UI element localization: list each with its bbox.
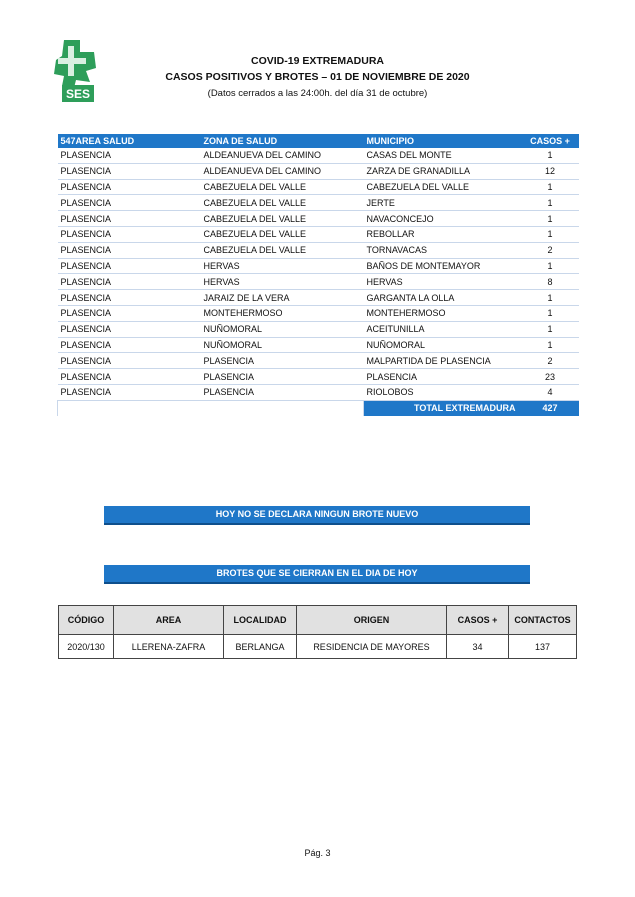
cell-casos: 8 — [522, 274, 579, 290]
cell-area-salud: PLASENCIA — [58, 321, 201, 337]
cell-zona-salud: PLASENCIA — [201, 353, 364, 369]
cell-casos: 4 — [522, 384, 579, 400]
col-codigo: CÓDIGO — [59, 606, 114, 635]
cell-municipio: MALPARTIDA DE PLASENCIA — [364, 353, 522, 369]
cell-casos: 2 — [522, 353, 579, 369]
cell-casos: 34 — [447, 635, 509, 659]
title-line-1: COVID-19 EXTREMADURA — [250, 55, 384, 67]
cell-zona-salud: PLASENCIA — [201, 369, 364, 385]
col-area: AREA — [114, 606, 224, 635]
cell-municipio: MONTEHERMOSO — [364, 305, 522, 321]
cell-casos: 1 — [522, 226, 579, 242]
cell-area-salud: PLASENCIA — [58, 179, 201, 195]
table-row — [58, 337, 579, 353]
cell-municipio: PLASENCIA — [364, 369, 522, 385]
cell-municipio: JERTE — [364, 195, 522, 211]
cell-zona-salud: PLASENCIA — [201, 384, 364, 400]
positive-cases-table — [57, 134, 579, 416]
cell-casos: 1 — [522, 211, 579, 227]
cell-municipio: CABEZUELA DEL VALLE — [364, 179, 522, 195]
table-row — [58, 148, 579, 163]
cell-casos: 1 — [522, 321, 579, 337]
cell-casos: 1 — [522, 290, 579, 306]
col-contactos: CONTACTOS — [509, 606, 577, 635]
col-localidad: LOCALIDAD — [224, 606, 297, 635]
cell-zona-salud: CABEZUELA DEL VALLE — [201, 211, 364, 227]
cell-zona-salud: HERVAS — [201, 274, 364, 290]
cell-area-salud: PLASENCIA — [58, 226, 201, 242]
cell-area-salud: PLASENCIA — [58, 211, 201, 227]
title-line-2: CASOS POSITIVOS Y BROTES – 01 DE NOVIEMBRE DE 2020 — [165, 71, 470, 83]
cell-casos: 1 — [522, 305, 579, 321]
subtitle-note: (Datos cerrados a las 24:00h. del día 31 de octubre) — [207, 88, 428, 99]
cell-municipio: ACEITUNILLA — [364, 321, 522, 337]
cell-zona-salud: CABEZUELA DEL VALLE — [201, 179, 364, 195]
cell-casos: 2 — [522, 242, 579, 258]
cell-municipio: REBOLLAR — [364, 226, 522, 242]
cell-zona-salud: NUÑOMORAL — [201, 321, 364, 337]
table-row — [58, 305, 579, 321]
col-municipio: MUNICIPIO — [364, 134, 522, 148]
cell-casos: 23 — [522, 369, 579, 385]
col-zona-salud: ZONA DE SALUD — [201, 134, 364, 148]
table-row — [58, 369, 579, 385]
total-spacer — [58, 400, 364, 415]
table-row — [58, 258, 579, 274]
col-area-salud: 547AREA SALUD — [58, 134, 201, 148]
cell-area: LLERENA-ZAFRA — [114, 635, 224, 659]
cell-area-salud: PLASENCIA — [58, 195, 201, 211]
cell-area-salud: PLASENCIA — [58, 274, 201, 290]
cell-municipio: HERVAS — [364, 274, 522, 290]
cell-area-salud: PLASENCIA — [58, 353, 201, 369]
cell-area-salud: PLASENCIA — [58, 242, 201, 258]
cell-casos: 1 — [522, 179, 579, 195]
total-row — [58, 400, 579, 415]
col-casos: CASOS + — [447, 606, 509, 635]
cell-area-salud: PLASENCIA — [58, 337, 201, 353]
cell-origen: RESIDENCIA DE MAYORES — [297, 635, 447, 659]
cell-municipio: NAVACONCEJO — [364, 211, 522, 227]
cell-municipio: CASAS DEL MONTE — [364, 148, 522, 163]
table-row — [58, 163, 579, 179]
cell-casos: 1 — [522, 148, 579, 163]
col-casos: CASOS + — [522, 134, 579, 148]
cell-casos: 1 — [522, 258, 579, 274]
cell-zona-salud: JARAIZ DE LA VERA — [201, 290, 364, 306]
table-row — [58, 195, 579, 211]
cell-zona-salud: MONTEHERMOSO — [201, 305, 364, 321]
brotes-header-row — [59, 606, 577, 635]
cell-zona-salud: ALDEANUEVA DEL CAMINO — [201, 163, 364, 179]
cell-area-salud: PLASENCIA — [58, 148, 201, 163]
cases-header-row — [58, 134, 579, 148]
total-label: TOTAL EXTREMADURA — [364, 400, 522, 415]
cell-area-salud: PLASENCIA — [58, 258, 201, 274]
total-value: 427 — [522, 400, 579, 415]
cell-area-salud: PLASENCIA — [58, 305, 201, 321]
closing-outbreaks-banner: BROTES QUE SE CIERRAN EN EL DIA DE HOY — [104, 565, 530, 584]
table-row — [58, 211, 579, 227]
cell-municipio: BAÑOS DE MONTEMAYOR — [364, 258, 522, 274]
cell-zona-salud: CABEZUELA DEL VALLE — [201, 195, 364, 211]
cell-zona-salud: ALDEANUEVA DEL CAMINO — [201, 148, 364, 163]
table-row — [58, 179, 579, 195]
no-new-outbreak-banner: HOY NO SE DECLARA NINGUN BROTE NUEVO — [104, 506, 530, 525]
cell-area-salud: PLASENCIA — [58, 384, 201, 400]
col-origen: ORIGEN — [297, 606, 447, 635]
table-row — [58, 226, 579, 242]
table-row — [58, 274, 579, 290]
cell-zona-salud: NUÑOMORAL — [201, 337, 364, 353]
table-row — [58, 290, 579, 306]
cell-municipio: GARGANTA LA OLLA — [364, 290, 522, 306]
ses-logo-text: SES — [65, 87, 91, 101]
cell-localidad: BERLANGA — [224, 635, 297, 659]
cell-zona-salud: CABEZUELA DEL VALLE — [201, 242, 364, 258]
table-row — [59, 635, 577, 659]
cell-municipio: RIOLOBOS — [364, 384, 522, 400]
cell-municipio: TORNAVACAS — [364, 242, 522, 258]
table-row — [58, 321, 579, 337]
table-row — [58, 242, 579, 258]
cell-area-salud: PLASENCIA — [58, 290, 201, 306]
cell-casos: 1 — [522, 337, 579, 353]
cell-zona-salud: HERVAS — [201, 258, 364, 274]
closed-outbreaks-table — [58, 605, 577, 659]
cell-zona-salud: CABEZUELA DEL VALLE — [201, 226, 364, 242]
cell-area-salud: PLASENCIA — [58, 369, 201, 385]
cell-casos: 12 — [522, 163, 579, 179]
table-row — [58, 384, 579, 400]
cell-municipio: NUÑOMORAL — [364, 337, 522, 353]
cell-codigo: 2020/130 — [59, 635, 114, 659]
cell-contactos: 137 — [509, 635, 577, 659]
cell-area-salud: PLASENCIA — [58, 163, 201, 179]
cell-casos: 1 — [522, 195, 579, 211]
cell-municipio: ZARZA DE GRANADILLA — [364, 163, 522, 179]
table-row — [58, 353, 579, 369]
page-number: Pág. 3 — [304, 848, 331, 858]
